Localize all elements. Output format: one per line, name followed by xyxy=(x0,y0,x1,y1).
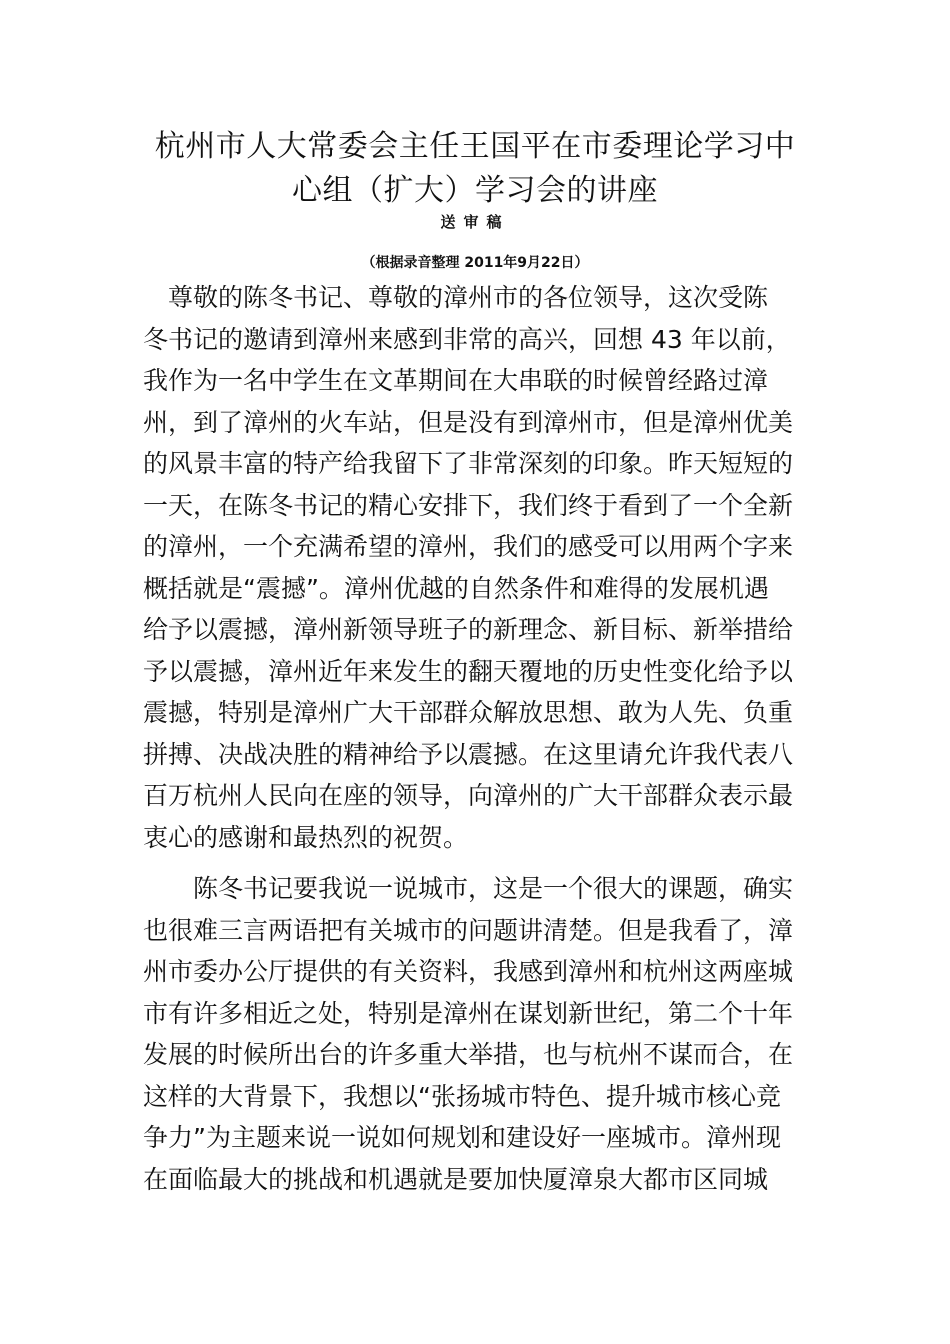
text-line: 这样的大背景下，我想以“张扬城市特色、提升城市核心竞 xyxy=(143,1081,781,1111)
text-line: 给予以震撼，漳州新领导班子的新理念、新目标、新举措给 xyxy=(143,615,794,644)
title-line-2: 心组（扩大）学习会的讲座 xyxy=(292,173,658,209)
text-line: 陈冬书记要我说一说城市，这是一个很大的课题，确实 xyxy=(143,874,794,903)
document-body xyxy=(143,277,843,1200)
text-line: 发展的时候所出台的许多重大举措，也与杭州不谋而合，在 xyxy=(143,1040,794,1069)
text-line: 拼搏、决战决胜的精神给予以震撼。在这里请允许我代表八 xyxy=(143,739,794,769)
text-line: 一天，在陈冬书记的精心安排下，我们终于看到了一个全新 xyxy=(143,490,794,520)
text-line: 百万杭州人民向在座的领导，向漳州的广大干部群众表示最 xyxy=(143,781,794,810)
text-line: 衷心的感谢和最热烈的祝贺。 xyxy=(143,822,469,852)
text-line: 州，到了漳州的火车站，但是没有到漳州市，但是漳州优美 xyxy=(143,407,794,437)
text-line: 予以震撼，漳州近年来发生的翻天覆地的历史性变化给予以 xyxy=(143,656,794,686)
text-line: 震撼，特别是漳州广大干部群众解放思想、敢为人先、负重 xyxy=(143,698,794,727)
text-line: 争力”为主题来说一说如何规划和建设好一座城市。漳州现 xyxy=(143,1123,781,1152)
text-line: 我作为一名中学生在文革期间在大串联的时候曾经路过漳 xyxy=(143,366,769,395)
document-title xyxy=(100,125,850,213)
title-line-1: 杭州市人大常委会主任王国平在市委理论学习中 xyxy=(154,129,796,165)
text-line: 也很难三言两语把有关城市的问题讲清楚。但是我看了，漳 xyxy=(143,915,794,945)
text-line: 尊敬的陈冬书记、尊敬的漳州市的各位领导，这次受陈 xyxy=(143,283,769,312)
text-line: 在面临最大的挑战和机遇就是要加快厦漳泉大都市区同城 xyxy=(143,1164,769,1194)
text-line: 的漳州，一个充满希望的漳州，我们的感受可以用两个字来 xyxy=(143,532,794,561)
text-line: 冬书记的邀请到漳州来感到非常的高兴，回想 43 年以前， xyxy=(143,324,791,354)
draft-status-label: 送审稿 xyxy=(440,213,510,231)
source-date-note: （根据录音整理 2011年9月22日） xyxy=(361,255,589,271)
text-line: 概括就是“震撼”。漳州优越的自然条件和难得的发展机遇 xyxy=(143,573,769,603)
text-line: 州市委办公厅提供的有关资料，我感到漳州和杭州这两座城 xyxy=(143,957,794,986)
paragraph-1 xyxy=(143,277,843,858)
text-line: 市有许多相近之处，特别是漳州在谋划新世纪，第二个十年 xyxy=(143,998,794,1028)
paragraph-2 xyxy=(143,868,843,1200)
text-line: 的风景丰富的特产给我留下了非常深刻的印象。昨天短短的 xyxy=(143,449,794,478)
